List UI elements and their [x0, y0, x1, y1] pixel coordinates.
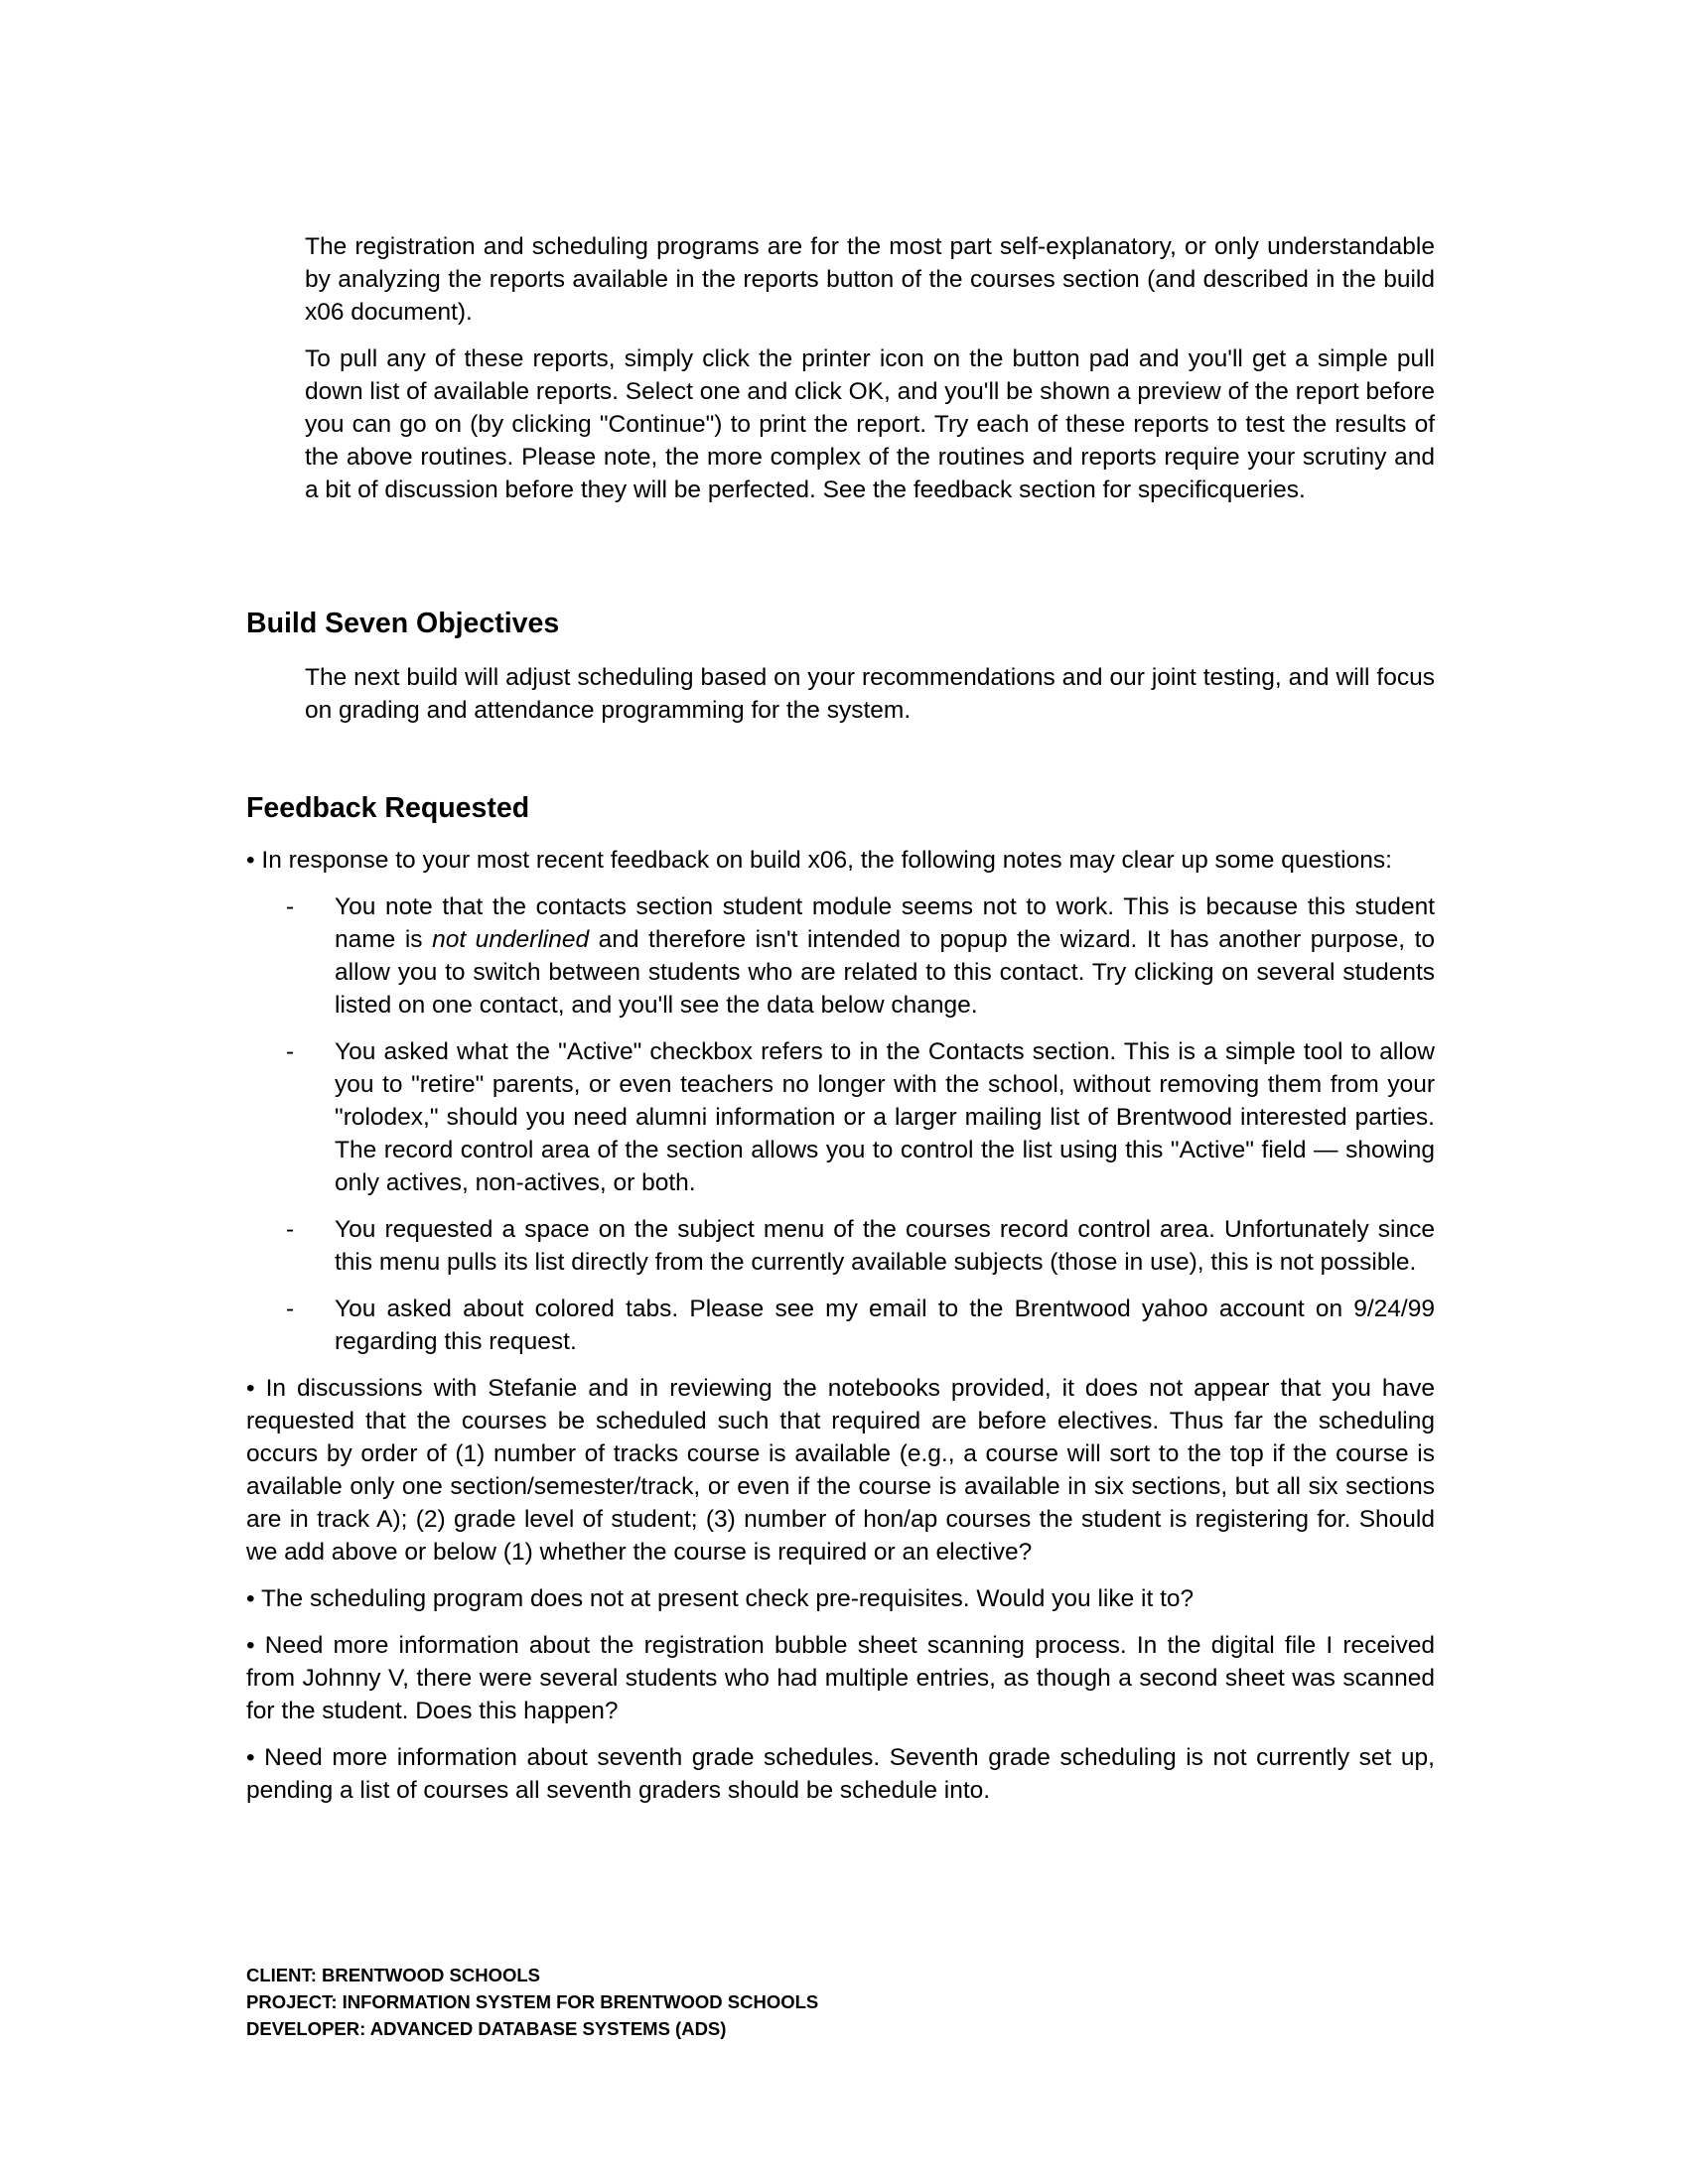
feedback-heading: Feedback Requested — [246, 792, 530, 824]
dash-item-3-text: You requested a space on the subject menu of the courses record control area. Unfortunately since this menu pulls its list directly from the currently available subjects (those in use), this is not possible. — [335, 1216, 1435, 1276]
intro-paragraph-2: To pull any of these reports, simply click the printer icon on the button pad and you'll get a simple pull down list of available reports. Select one and click OK, and you'll be shown a preview of the report before you can go on (by clicking "Continue") to print the report. Try each of these reports to test the results of the above routines. Please note, the more complex of the routines and reports require your scrutiny and a bit of discussion before they will be perfected. See the feedback section for specificqueries. — [305, 345, 1435, 503]
feedback-section — [246, 844, 1435, 1821]
dash-item-1-text-after: and therefore isn't intended to popup the wizard. It has another purpose, to allow you to switch between students who are related to this contact. Try clicking on several students listed on one contact, and you'll see the data below change. — [335, 926, 1436, 1019]
feedback-dash-item-4 — [246, 1293, 1435, 1358]
footer-developer: DEVELOPER: ADVANCED DATABASE SYSTEMS (ADS) — [246, 2018, 727, 2039]
document-footer — [246, 1962, 818, 2042]
feedback-dash-item-3 — [246, 1213, 1435, 1279]
intro-paragraph-1: The registration and scheduling programs are for the most part self-explanatory, or only understandable by analyzing the reports available in the reports button of the courses section (and described in the build x06 document). — [305, 233, 1435, 326]
feedback-bullet-5: • Need more information about seventh grade schedules. Seventh grade scheduling is not currently set up, pending a list of courses all seventh graders should be schedule into. — [246, 1744, 1435, 1804]
feedback-bullet-4: • Need more information about the registration bubble sheet scanning process. In the digital file I received from Johnny V, there were several students who had multiple entries, as though a second sheet was scanned for the student. Does this happen? — [246, 1632, 1435, 1724]
dash-item-1-emphasis: not underlined — [432, 926, 590, 953]
dash-marker: - — [286, 893, 295, 920]
feedback-bullet-1: • In response to your most recent feedback on build x06, the following notes may clear up some questions: — [246, 847, 1392, 874]
footer-project: PROJECT: INFORMATION SYSTEM FOR BRENTWOOD SCHOOLS — [246, 1991, 819, 2012]
dash-marker: - — [286, 1216, 295, 1243]
dash-marker: - — [286, 1038, 295, 1065]
dash-item-4-text: You asked about colored tabs. Please see my email to the Brentwood yahoo account on 9/24/99 regarding this request. — [335, 1296, 1435, 1355]
footer-client: CLIENT: BRENTWOOD SCHOOLS — [246, 1965, 540, 1985]
dash-item-2-text: You asked what the "Active" checkbox refers to in the Contacts section. This is a simple tool to allow you to "retire" parents, or even teachers no longer with the school, without removing them from your "rolodex," should you need alumni information or a larger mailing list of Brentwood interested parties. The record control area of the section allows you to control the list using this "Active" field — showing only actives, non-actives, or both. — [335, 1038, 1435, 1196]
build-seven-paragraph: The next build will adjust scheduling based on your recommendations and our joint testing, and will focus on grading and attendance programming for the system. — [305, 664, 1435, 724]
dash-item-1-text-before: You note that the contacts section student module seems not to work. This is because this student name is — [335, 893, 1435, 953]
feedback-bullet-3: • The scheduling program does not at present check pre-requisites. Would you like it to? — [246, 1585, 1195, 1612]
intro-section — [305, 230, 1435, 520]
dash-marker: - — [286, 1296, 295, 1322]
feedback-dash-item-2 — [246, 1035, 1435, 1199]
build-seven-section — [305, 661, 1435, 741]
feedback-dash-item-1 — [246, 890, 1435, 1022]
build-seven-heading: Build Seven Objectives — [246, 608, 560, 639]
feedback-bullet-2: • In discussions with Stefanie and in reviewing the notebooks provided, it does not appear that you have requested that the courses be scheduled such that required are before electives. Thus far the scheduling occurs by order of (1) number of tracks course is available (e.g., a course will sort to the top if the course is available only one section/semester/track, or even if the course is available in six sections, but all six sections are in track A); (2) grade level of student; (3) number of hon/ap courses the student is registering for. Should we add above or below (1) whether the course is required or an elective? — [246, 1375, 1435, 1566]
